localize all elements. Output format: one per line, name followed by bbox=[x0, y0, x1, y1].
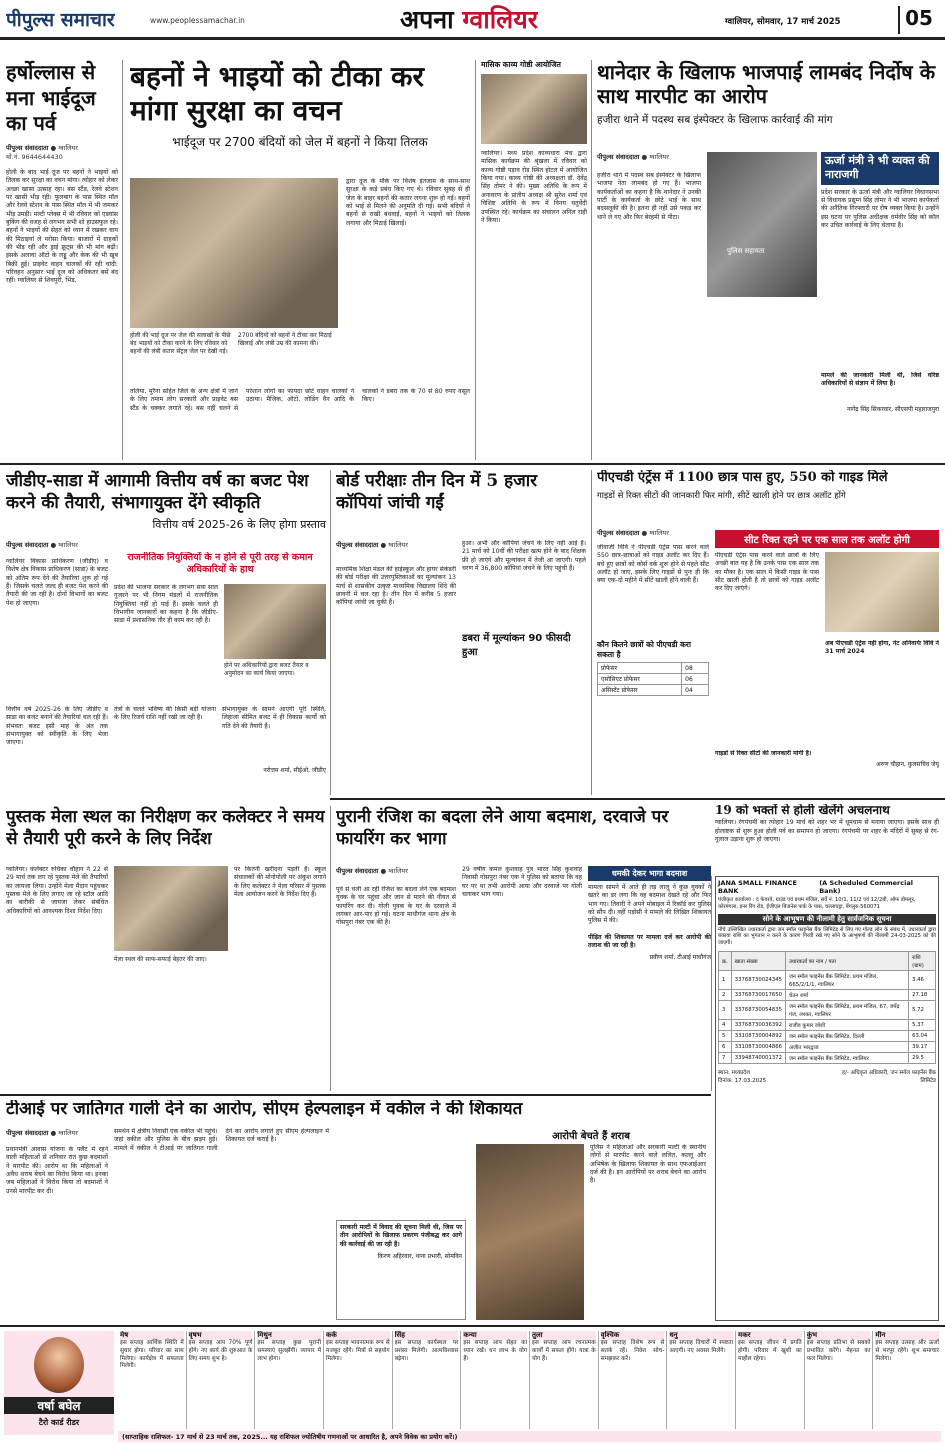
byline-name: पीपुल्स संवाददाता bbox=[6, 1129, 49, 1137]
column-rule bbox=[591, 60, 592, 460]
byline: पीपुल्स संवाददाता ● ग्वालियर bbox=[336, 541, 408, 549]
sign-card bbox=[599, 1331, 668, 1429]
account: 33768730036392 bbox=[731, 1019, 785, 1030]
byline: पीपुल्स संवाददाता ● ग्वालियर bbox=[597, 529, 669, 537]
note-box bbox=[336, 1220, 466, 1320]
sign-name: कर्क bbox=[326, 1331, 390, 1340]
story-firing bbox=[336, 806, 711, 1091]
sign-card bbox=[255, 1331, 324, 1429]
col-detail: उधारकर्ता का नाम / पता bbox=[785, 951, 908, 970]
political-box bbox=[114, 552, 326, 702]
table-row bbox=[719, 989, 936, 1000]
vehicle-label: पुलिस सहायता bbox=[727, 247, 765, 255]
note: संभागायुक्त के सामने आएगी पूरी स्थिति, लिहाजा सीमित बजट में ही विकास कार्यों को गति देने की तैयारी है। bbox=[222, 706, 326, 730]
note: सरकारी मल्टी में विवाद की सूचना मिली थी, जिस पर तीन आरोपियों के खिलाफ प्रकरण पंजीबद्ध कर आगे की कार्रवाई की जा रही है। bbox=[340, 1224, 462, 1248]
side-body: प्रदेश सरकार के ऊर्जा मंत्री और ग्वालियर विधानसभा से विधायक प्रद्युम्न सिंह तोमर ने भी भाजपा कार्यकर्ता की अनैतिक गिरफ्तारी पर रोष व्यक्त किया है। उन्होंने इस घटना पर पुलिस अधीक्षक धर्मवीर सिंह को कॉल कर उचित कार्रवाई के लिए चेताया है। bbox=[821, 188, 939, 230]
account: 33768730017650 bbox=[731, 989, 785, 1000]
byline: पीपुल्स संवाददाता ● ग्वालियर bbox=[6, 541, 78, 549]
detail: जन स्मॉल फाइनेंस बैंक लिमिटेड, प्रथम मंजिल, 665/2/1/1, ग्वालियर bbox=[785, 970, 908, 989]
university-photo bbox=[825, 552, 939, 632]
sign-name: कन्या bbox=[463, 1331, 527, 1340]
notice-text: नीचे उल्लिखित उधारकर्ता द्वारा जन स्मॉल फाइनेंस बैंक लिमिटेड से लिए गए गोल्ड लोन के संबंध में, उधारकर्ता द्वारा बकाया राशि का भुगतान न करने के कारण गिरवी रखे गए सोने के आभूषणों की नीलामी 24-03-2025 को की जाएगी। bbox=[718, 926, 936, 946]
detail: जन स्मॉल फाइनेंस बैंक लिमिटेड, ग्वालियर bbox=[785, 1052, 908, 1063]
avatar bbox=[34, 1337, 84, 1393]
headline: पीएचडी एंट्रेंस में 1100 छात्र पास हुए, 550 को गाइड मिले bbox=[597, 470, 888, 485]
notice-place: स्थान: मध्यप्रदेश bbox=[718, 1069, 750, 1076]
column-rule bbox=[122, 60, 123, 460]
post: प्रोफेसर bbox=[598, 663, 682, 674]
table-row bbox=[598, 663, 709, 674]
box-head: सीट रिक्त रहने पर एक साल तक अलॉट होगी bbox=[715, 530, 939, 548]
story-achalnath bbox=[715, 804, 939, 872]
table-row bbox=[719, 1000, 936, 1019]
article-body: ग्वालियर। रंगपंचमी का त्योहार 19 मार्च को शहर भर में धूमधाम से मनाया जाएगा। इसके साथ ही होलाष्टक से शुरू हुआ होली पर्व का समापन हो जाएगा। रंगपंचमी पर शहर के मंदिरों में सुबह से रंग-गुलाल उड़ाना शुरू हो जाएगा। bbox=[715, 819, 939, 844]
sign-text: इस सप्ताह आर्थिक स्थिति में सुधार होगा। परिवार का साथ मिलेगा। कार्यक्षेत्र में सफलता मिलेगी। bbox=[120, 1340, 184, 1370]
masthead bbox=[0, 0, 945, 40]
col-account: खाता संख्या bbox=[731, 951, 785, 970]
column-rule bbox=[330, 470, 331, 795]
col-no: क्र. bbox=[719, 951, 732, 970]
sign-name: वृषभ bbox=[189, 1331, 253, 1340]
subhead: वित्तीय वर्ष 2025-26 के लिए होगा प्रस्ताव bbox=[152, 518, 326, 532]
headline: टीआई पर जातिगत गाली देने का आरोप, सीएम हेल्पलाइन में वकील ने की शिकायत bbox=[6, 1100, 523, 1119]
quote: पीड़ित की शिकायत पर मामला दर्ज कर आरोपी की तलाश की जा रही है। bbox=[588, 933, 711, 950]
amount: 27.18 bbox=[909, 989, 936, 1000]
account: 33768730054835 bbox=[731, 1000, 785, 1019]
byline-city: ग्वालियर bbox=[388, 867, 408, 875]
sign-text: इस सप्ताह कुछ पुरानी समस्याएं सुलझेंगी। व्यापार में लाभ होगा। bbox=[257, 1340, 322, 1362]
sign-text: इस सप्ताह विशेष रूप से सतर्क रहें। निवेश सोच-समझकर करें। bbox=[600, 1340, 665, 1362]
police-vehicle-photo bbox=[707, 152, 817, 297]
headline: बहनों ने भाइयों को टीका कर मांगा सुरक्षा का वचन bbox=[130, 60, 424, 127]
bank-name bbox=[718, 879, 936, 895]
sign-text: इस सप्ताह आप रचनात्मक कार्यों में सफल होंगे। यात्रा के योग हैं। bbox=[532, 1340, 596, 1362]
article-body-3: तंत्रों के चलते भविष्य की किसी बड़ी योजना के लिए रिजर्व राशि नहीं रखी जा रही है। bbox=[114, 706, 216, 722]
sign-card bbox=[530, 1331, 599, 1429]
side-body: पुलिस ने महिलाओं और सरकारी मल्टी के स्थानीय लोगों से मारपीट करने वाले ललित, कल्लू और अभिषेक के खिलाफ शिकायत के साथ एफआईआर दर्ज की है। इन आरोपियों पर शराब बेचने का आरोप है। bbox=[590, 1144, 706, 1185]
story-phd-entrance bbox=[597, 470, 939, 795]
jail-queue-photo bbox=[130, 178, 338, 328]
article-body: ग्वालियर। कलेक्टर रुचिका चौहान ने 22 से 29 मार्च तक लग रहे पुस्तक मेले की तैयारियों का जायजा लिया। उन्होंने मेला मैदान पहुंचकर पुस्तक मेले के लिए लगाए जा रहे स्टॉल आदि का बारीकी से जायजा लेकर संबंधित अधिकारियों को आवश्यक दिशा निर्देश दिए। bbox=[6, 866, 108, 915]
note-by: किरण अहिरवार, थाना प्रभारी, सोमविन bbox=[377, 1253, 462, 1261]
subhead: भाईदूज पर 2700 बंदियों को जेल में बहनों ने किया तिलक bbox=[172, 135, 428, 150]
row-rule bbox=[330, 798, 945, 800]
no: 4 bbox=[719, 1019, 732, 1030]
story-ti-caste bbox=[6, 1100, 706, 1322]
signoff: नरोत्तम शर्मा, सीईओ, जीडीए bbox=[263, 767, 326, 774]
byline-name: पीपुल्स संवाददाता bbox=[336, 541, 379, 549]
bicycle-photo bbox=[476, 1144, 584, 1320]
notice-title: सोने के आभूषण की नीलामी हेतु सार्वजनिक सूचना bbox=[718, 914, 936, 925]
sign-name: वृश्चिक bbox=[601, 1331, 665, 1340]
headline: जीडीए-साडा में आगामी वित्तीय वर्ष का बजट पेश करने की तैयारी, संभागायुक्त देंगे स्वीकृति bbox=[6, 471, 309, 514]
article-body-2: समर्थन में क्षेत्रीय निवासी एक वकील भी पहुंचे। जहां वकील और पुलिस के बीच झड़प हुई। मामले में वकील ने टीआई पर जातिगत गाली देने का आरोप लगाते हुए सीएम हेल्पलाइन में शिकायत दर्ज कराई है। bbox=[114, 1128, 329, 1152]
account: 33108730004866 bbox=[731, 1041, 785, 1052]
website: www.peoplessamachar.in bbox=[150, 16, 245, 25]
footer-left bbox=[718, 1068, 766, 1084]
article-body: माध्यमिक शिक्षा मंडल की हाईस्कूल और हायर सेकंडरी की बोर्ड परीक्षा की उत्तरपुस्तिकाओं का मूल्यांकन 13 मार्च से शासकीय उत्कृष्ट माध्यमिक विद्यालय शिंदे की छावनी में चल रहा है। तीन दिन में करीब 5 हजार कॉपियां जांची जा चुकी हैं। bbox=[336, 566, 456, 607]
vacancy-note: अब पीएचडी एंट्रेंस नहीं होगा, नेट अनिवार्यः विवि ने 31 मार्च 2024 bbox=[825, 640, 939, 656]
photo-caption-2: 2700 बंदियों को बहनों ने टीका कर मिठाई खिलाई और लंबी उम्र की कामना की। bbox=[238, 332, 332, 347]
article-body-2: तलिया, मुरैना सहित जिले के अन्य क्षेत्रों में जाने के लिए तमाम लोग सरकारी और प्राइवेट बस स्टैंड के चक्कर लगाते रहे। बस नहीं चलने से परेशान लोगों का फायदा छोटे वाहन चालकों ने उठाया। मैजिक, ऑटो, लोडिंग वैन आदि के चालकों ने डबरा तक के 70 से 80 रुपए वसूल किए। bbox=[130, 388, 470, 412]
headline: पुस्तक मेला स्थल का निरीक्षण कर कलेक्टर ने समय से तैयारी पूरी करने के लिए निर्देश bbox=[6, 807, 325, 850]
story-gda-budget bbox=[6, 470, 326, 795]
sign-name: मिथुन bbox=[257, 1331, 321, 1340]
article-body: ग्वालियर विकास प्राधिकरण (जीडीए) व विशेष क्षेत्र विकास प्राधिकरण (साडा) के बजट को अंतिम रूप देने की तैयारियां शुरू हो गई हैं। जिसके चलते जल्द ही बजट पेश करने की तैयारी की जा रही है। दोनों विभागों का बजट पेश हो जाएगा। bbox=[6, 558, 108, 607]
signs-grid bbox=[118, 1331, 941, 1429]
byline-name: पीपुल्स संवाददाता bbox=[336, 867, 379, 875]
goshthi-photo bbox=[481, 74, 587, 144]
sign-text: इस सप्ताह भावनात्मक रूप से मजबूत रहेंगे। मित्रों से सहयोग मिलेगा। bbox=[326, 1340, 390, 1362]
byline-name: पीपुल्स संवाददाता bbox=[6, 143, 49, 152]
section-title bbox=[400, 2, 538, 36]
bank-tag: (A Scheduled Commercial Bank) bbox=[819, 879, 913, 895]
byline-city: ग्वालियर bbox=[58, 541, 78, 549]
subhead: हजीरा थाने में पदस्थ सब इंस्पेक्टर के खिलाफ कार्रवाई की मांग bbox=[597, 113, 833, 126]
subhead: गाइडों से रिक्त सीटों की जानकारी फिर मांगी, सीटें खाली होने पर छात्र अलॉट होंगे bbox=[597, 490, 846, 501]
sign-name: सिंह bbox=[395, 1331, 459, 1340]
headline: बोर्ड परीक्षाः तीन दिन में 5 हजार कॉपियां जांची गईं bbox=[336, 471, 538, 514]
story-book-fair bbox=[6, 806, 326, 1091]
article-body: प्रधानमंत्री आवास योजना के फ्लैट में रहने वाली महिलाओं से शनिवार रात कुछ बदमाशों ने मारपीट की। आरोप था कि महिलाओं ने अवैध शराब बेचने का विरोध किया था। इनका जब महिलाओं ने विरोध किया तो बदमाशों ने उनसे मारपीट कर दी। bbox=[6, 1146, 108, 1195]
account: 33948740001372 bbox=[731, 1052, 785, 1063]
box-head: राजनीतिक नियुक्तियों के न होने से पूरी तरह से कमान अधिकारियों के हाथ bbox=[127, 552, 313, 576]
kicker: मासिक काव्य गोष्ठी आयोजित bbox=[481, 60, 561, 69]
story-tika bbox=[130, 60, 470, 460]
byline-city: ग्वालियर bbox=[58, 143, 78, 152]
section-title-a: अपना bbox=[400, 5, 454, 34]
headline: हर्षोल्लास से मना भाईदूज का पर्व bbox=[6, 60, 96, 136]
sign-text: इस सप्ताह उत्साह और ऊर्जा से भरपूर रहेंगे। शुभ समाचार मिलेगा। bbox=[875, 1340, 940, 1362]
post: असिस्टेंट प्रोफेसर bbox=[598, 685, 682, 696]
seat-box bbox=[715, 530, 939, 745]
sign-text: इस सप्ताह आप सेहत का ध्यान रखें। धन लाभ के योग हैं। bbox=[463, 1340, 528, 1362]
column-rule bbox=[591, 470, 592, 795]
liquor-box bbox=[476, 1128, 706, 1322]
no: 5 bbox=[719, 1030, 732, 1041]
detail: जन स्मॉल फाइनेंस बैंक लिमिटेड, प्रथम मंजिल, 67, जयेंद्र गंज, लश्कर, ग्वालियर bbox=[785, 1000, 908, 1019]
sign-card bbox=[805, 1331, 874, 1429]
threat-box bbox=[588, 866, 711, 1086]
count: 04 bbox=[682, 685, 709, 696]
side-title: आरोपी बेचते हैं शराब bbox=[552, 1131, 630, 1142]
astrologer-panel bbox=[4, 1331, 114, 1435]
table-row bbox=[598, 685, 709, 696]
amount: 63.04 bbox=[909, 1030, 936, 1041]
byline: पीपुल्स संवाददाता ● ग्वालियर bbox=[6, 1129, 78, 1137]
article-body-2: पर कितनी खरीदना पड़ती है। स्कूल संचालकों की मोनोपोली पर अंकुश लगाने के लिए कलेक्टर ने मेला परिसर में पुस्तक मेला आयोजन करने के निर्देश दिए हैं। bbox=[234, 866, 326, 899]
box-body: प्रदेश की भाजपा सरकार के लगभग सवा साल गुजरने पर भी निगम मंडलों में राजनीतिक नियुक्तियां नहीं हो पाई हैं। इसके चलते ही विभागीय जानकारों का कहना है कि जीडीए-साडा में प्रशासनिक तौर ही काम कर रही है। bbox=[114, 584, 218, 625]
amount: 5.72 bbox=[909, 1000, 936, 1019]
side-title: ऊर्जा मंत्री ने भी व्यक्त की नाराजगी bbox=[821, 152, 939, 185]
collector-inspection-photo bbox=[114, 866, 228, 951]
sign-text: इस सप्ताह जीवन में प्रगति होगी। परिवार में खुशी का माहौल रहेगा। bbox=[738, 1340, 802, 1362]
astrologer-title: टैरो कार्ड रीडर bbox=[38, 1418, 80, 1427]
byline: पीपुल्स संवाददाता ● ग्वालियर bbox=[6, 143, 78, 152]
photo-caption: होली की भाई दूज पर जेल की सलाखों के पीछे बंद भाइयों को टीका करने के लिए रविवार को बहनों की लंबी कतार सेंट्रल जेल पर देखी गई। bbox=[130, 332, 231, 355]
column-rule bbox=[330, 806, 331, 1091]
sign-card bbox=[461, 1331, 530, 1429]
table-head: कौन कितने छात्रों को पीएचडी करा सकता है bbox=[597, 640, 691, 659]
article-body: हजीरा थाने में पदस्थ सब इंस्पेक्टर के खिलाफ भाजपा नेता लामबंद हो गए हैं। भाजपा कार्यकर्ताओं का कहना है कि थानेदार ने उनकी पार्टी के कार्यकर्ता के छोटे भाई के साथ बदसलूकी की है। इतना ही नहीं उसे पकड़ कर थाने ले गए और फिर बेरहमी से पीटा। bbox=[597, 172, 701, 221]
photo-caption: मेला स्थल की साफ-सफाई बेहतर की जाए। bbox=[114, 956, 207, 963]
no: 7 bbox=[719, 1052, 732, 1063]
sign-text: इस सप्ताह प्रतिभा से सबको प्रभावित करेंगे। मेहनत का फल मिलेगा। bbox=[806, 1340, 871, 1362]
byline-name: पीपुल्स संवाददाता bbox=[6, 541, 49, 549]
phd-table bbox=[597, 662, 709, 696]
photo-caption: होने पर अधिकारियों द्वारा बजट तैयार व अनुमोदन का कार्य किया जाएगा। bbox=[224, 662, 309, 677]
amount: 29.5 bbox=[909, 1052, 936, 1063]
count: 08 bbox=[682, 663, 709, 674]
sign-card bbox=[393, 1331, 462, 1429]
byline-name: पीपुल्स संवाददाता bbox=[597, 153, 640, 161]
amount: 5.37 bbox=[909, 1019, 936, 1030]
amount: 3.46 bbox=[909, 970, 936, 989]
sign-card bbox=[667, 1331, 736, 1429]
count: 06 bbox=[682, 674, 709, 685]
byline: पीपुल्स संवाददाता ● ग्वालियर bbox=[336, 867, 408, 875]
sign-name: धनु bbox=[669, 1331, 733, 1340]
col-amount: राशि (ग्राम) bbox=[909, 951, 936, 970]
dateline: ग्वालियर, सोमवार, 17 मार्च 2025 bbox=[725, 17, 841, 27]
sign-card bbox=[736, 1331, 805, 1429]
article-body: पूर्व से चली आ रही रंजिश का बदला लेने एक बदमाश युवक के घर पहुंचा और जान से मारने की नीयत से फायरिंग कर दी। गोली युवक के घर के दरवाजे में लगकर आर-पार हो गई। घटना माधौगंज थाना क्षेत्र के गोसपुरा नंबर एक की है। bbox=[336, 886, 456, 927]
story-board-exam bbox=[336, 470, 586, 795]
account: 33768730024345 bbox=[731, 970, 785, 989]
sign-card bbox=[187, 1331, 256, 1429]
sign-card bbox=[324, 1331, 393, 1429]
byline: पीपुल्स संवाददाता ● ग्वालियर bbox=[597, 153, 669, 161]
byline-city: ग्वालियर bbox=[649, 153, 669, 161]
bank-auction-notice bbox=[715, 876, 939, 1321]
byline-city: ग्वालियर bbox=[388, 541, 408, 549]
sign-name: मकर bbox=[738, 1331, 802, 1340]
page-number: 05 bbox=[898, 6, 938, 34]
byline-name: पीपुल्स संवाददाता bbox=[597, 529, 640, 537]
detail: जन स्मॉल फाइनेंस बैंक लिमिटेड, दिल्ली bbox=[785, 1030, 908, 1041]
byline-mobile: मो.नं. 9644644430 bbox=[6, 152, 63, 161]
amount: 39.17 bbox=[909, 1041, 936, 1052]
story-kavya-goshthi bbox=[481, 60, 587, 460]
sign-text: इस सप्ताह कार्यस्थल पर प्रशंसा मिलेगी। आत्मविश्वास बढ़ेगा। bbox=[394, 1340, 459, 1362]
astrologer-name: वर्षा बघेल bbox=[4, 1397, 114, 1414]
notice-sign: ह/- अधिकृत अधिकारी, जन स्मॉल फाइनेंस बैंक लिमिटेड bbox=[842, 1069, 936, 1084]
row-rule bbox=[0, 1094, 711, 1096]
sign-name: मीन bbox=[875, 1331, 939, 1340]
bank-address: पंजीकृत कार्यालय : द फेयरवे, ग्राउंड एवं प्रथम मंजिल, सर्वे नं. 10/1, 11/2 एवं 12/2बी, ऑफ डोमलूर, कोरमंगला, इनर रिंग रोड, ईजीएल बिजनेस पार्क के पास, चल्लाघट्टा, बेंगलुरु-560071 bbox=[718, 897, 916, 910]
byline-city: ग्वालियर bbox=[58, 1129, 78, 1137]
no: 6 bbox=[719, 1041, 732, 1052]
sign-name: कुंभ bbox=[807, 1331, 871, 1340]
gda-office-photo bbox=[224, 584, 326, 659]
box-body: पीएचडी एंट्रेंस पास करने वाले छात्रों के लिए अच्छी बात यह है कि उनके पास एक साल तक का मौका है। एक साल में किसी गाइड के पास सीट खाली होती है तो छात्रों को गाइड अलॉट कर दिए जाएंगे। bbox=[715, 552, 819, 593]
column-rule bbox=[711, 876, 712, 1091]
section-title-b: ग्वालियर bbox=[462, 5, 538, 34]
article-body: ग्वालियर। मध्य प्रदेश काव्यधारा मंच द्वारा मासिक कार्यक्रम की श्रृंखला में रविवार को काव्य गोष्ठी पड़ाव रोड स्थित होटल में आयोजित किया गया। काव्य गोष्ठी की अध्यक्षता डॉ. देवेंद्र सिंह तोमर ने की। मुख्य अतिथि के रूप में अनावरण के प्रांतीय अध्यक्ष श्री सुरेश शर्मा एवं विशिष्ट अतिथि के रूप में विनय चतुर्वेदी उपस्थित रहे। कार्यक्रम का संचालन अनिल राही ने किया। bbox=[481, 150, 587, 224]
sign-text: इस सप्ताह विचारों में स्पष्टता आएगी। नए अवसर मिलेंगे। bbox=[669, 1340, 734, 1354]
no: 2 bbox=[719, 989, 732, 1000]
notice-footer bbox=[718, 1068, 936, 1084]
post: एसोसिएट प्रोफेसर bbox=[598, 674, 682, 685]
no: 3 bbox=[719, 1000, 732, 1019]
article-body: द्वारा दूज के मौके पर विशेष इंतजाम के साथ-साथ सुरक्षा के कड़े प्रबंध किए गए थे। रविवार सुबह से ही जेल के बाहर बहनों की कतार लगना शुरू हो गई। बहनों को भाई से मिलने की अनुमति दी गई। सभी बंदियों ने बहनों से राखी बंधवाई, बहनों ने भाइयों को तिलक लगाया और मिठाई खिलाई। bbox=[346, 178, 470, 227]
byline-city: ग्वालियर bbox=[649, 529, 669, 537]
story-bhaidooj bbox=[6, 60, 118, 460]
headline: 19 को भक्तों से होली खेलेंगे अचलनाथ bbox=[715, 804, 890, 817]
table-row bbox=[719, 1041, 936, 1052]
bank-title: JANA SMALL FINANCE BANK bbox=[718, 879, 797, 895]
box-head: धमकी देकर भागा बदमाश bbox=[588, 866, 711, 881]
article-body: जीवाजी विवि ने पीएचडी एंट्रेंस पास करने वाले 550 छात्र-छात्राओं को गाइड अलॉट कर दिए हैं। बचे हुए छात्रों को कोर्स वर्क शुरू होने से पहले सीट अलॉट हो जाए, इसके लिए गाइडों से पुनः ही कि क्या एक-दो महीने में सीटें खाली होने वाली हैं। bbox=[597, 544, 709, 585]
horoscope-footer: (साप्ताहिक राशिफल- 17 मार्च से 23 मार्च तक, 2025... यह राशिफल ज्योतिषीय गणनाओं पर आधारित है, अपने विवेक का प्रयोग करें।) bbox=[118, 1431, 941, 1442]
headline: थानेदार के खिलाफ भाजपाई लामबंद निर्दोष के साथ मारपीट का आरोप bbox=[597, 60, 936, 109]
energy-minister-box bbox=[821, 152, 939, 302]
sign-card bbox=[873, 1331, 941, 1429]
column-rule bbox=[475, 60, 476, 460]
story-bjp-thanedar bbox=[597, 60, 939, 460]
quote-by: प्रवीण शर्मा, टीआई माधौगंज bbox=[649, 953, 711, 961]
table-row bbox=[719, 1019, 936, 1030]
notice-date: दिनांक: 17.03.2025 bbox=[718, 1077, 767, 1084]
detail: अजीत भारद्वाज bbox=[785, 1041, 908, 1052]
table-row bbox=[598, 674, 709, 685]
no: 1 bbox=[719, 970, 732, 989]
quote-by: अरुण चौहान, कुलसचिव जेयू bbox=[876, 761, 939, 768]
table-row bbox=[719, 1030, 936, 1041]
phd-table-box bbox=[597, 640, 709, 696]
row-rule bbox=[0, 463, 945, 465]
quote-by: नागेंद्र सिंह सिकरवार, सीएसपी महाराजपुरा bbox=[847, 406, 939, 413]
box-body: मामला सामने में आते ही तड़ लालू ने कुछ युवकों ने खतरे का डर लगा कि वह बदमाश देखते रहे और फिर भाग गए। तिवारी ने अपने मोबाइल में रिकॉर्ड कर पुलिस को सौंप दी। वहीं पड़ोसी ने मामले की लिखित शिकायत पुलिस में की। bbox=[588, 884, 711, 925]
article-body-2: 29 वर्षीय कमल कुशवाह पुत्र भारत सिंह कुशवाह निवासी गोसपुरा नंबर एक ने पुलिस को बताया कि वह घर पर था तभी आरोपी आया और दरवाजे पर गोली चलाकर भाग गया। bbox=[462, 866, 582, 899]
table-row bbox=[719, 1052, 936, 1063]
sign-card bbox=[118, 1331, 187, 1429]
horoscope-strip bbox=[0, 1325, 945, 1445]
table-header bbox=[719, 951, 936, 970]
detail: चेतन शर्मा bbox=[785, 989, 908, 1000]
sign-name: तुला bbox=[532, 1331, 596, 1340]
detail: राजीव कुमार जोशी bbox=[785, 1019, 908, 1030]
auction-table bbox=[718, 951, 936, 1064]
headline: पुरानी रंजिश का बदला लेने आया बदमाश, दरवाजे पर फायरिंग कर भागा bbox=[336, 807, 669, 850]
account: 33108730004892 bbox=[731, 1030, 785, 1041]
sign-name: मेष bbox=[120, 1331, 184, 1340]
table-row bbox=[719, 970, 936, 989]
quote: मामले की जानकारी मिली थी, जिसे वरिष्ठ अधिकारियों से संज्ञान में लिया है। bbox=[821, 372, 939, 388]
paper-name: पीपुल्स समाचार bbox=[6, 9, 115, 31]
article-body: होली के बाद भाई दूज पर बहनों ने भाइयों को तिलक कर सुरक्षा का वचन मांगा। त्योहार को लेकर अच्छा खासा उत्साह रहा। बस स्टैंड, रेलवे स्टेशन पर खासी भीड़ रही। फूलबाग के पास स्थित मॉल और रेलवे स्टेशन के पास स्थित मॉल में भी जमकर भीड़ उमड़ी। मल्टी प्लेक्स में भी रविवार को एडवांस बुकिंग की वजह से लगभग सभी शो हाउसफुल रहे। बहनों ने भाइयों की सेहत को ध्यान में रखकर चाय की मिठाइयां ले परोसा किया। बाजारों में ग्राहकों की भीड़ रही और ड्राई फ्रूट्स की भी मांग बढ़ी। इसके अलावा ऑटो के लड्डू और केक की भी खूब बिक्री हुई। प्राइवेट वाहन चालकों की रही चांदी: परिवहन अनुसार भाई दूज को अधिकतर बसें बंद रहीं। ग्वालियर से शिवपुरी, भिंड, bbox=[6, 168, 118, 285]
article-body-2: हुआ। अभी और कॉपियां जंचने के लिए नहीं आई हैं। 21 मार्च को 10वीं की परीक्षा खत्म होने के बाद शिक्षक फ्री हो जाएंगे और मूल्यांकन में तेजी आ जाएगी। पहले चरण में 36,800 कॉपियां जंचने के लिए पहुंची हैं। bbox=[462, 540, 586, 573]
dabra-subhead: डबरा में मूल्यांकन 90 फीसदी हुआ bbox=[462, 633, 571, 658]
sign-text: इस सप्ताह आप 70% पूर्ण होंगे। नए कार्य की शुरुआत के लिए समय शुभ है। bbox=[188, 1340, 253, 1362]
article-body-2: वित्तीय वर्ष 2025-26 के लिए जीडीए व साडा का बजट बनाने की तैयारियां चल रही हैं। संभवतः बजट इसी माह के अंत तक संभागायुक्त को स्वीकृति के लिए भेजा जाएगा। bbox=[6, 706, 108, 747]
quote: गाइडों से रिक्त सीटों की जानकारी मांगी है। bbox=[715, 750, 812, 757]
